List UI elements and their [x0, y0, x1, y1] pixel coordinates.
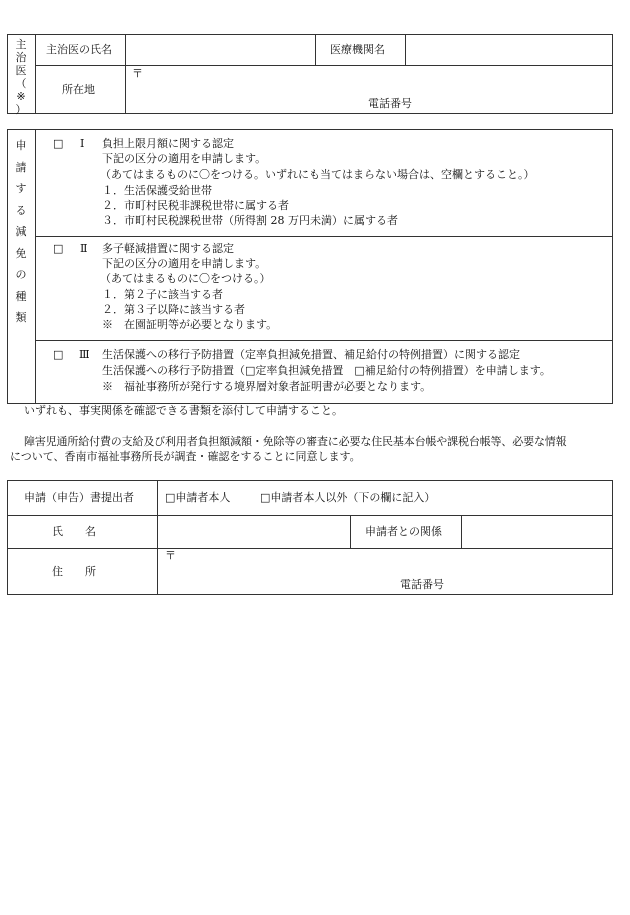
submitter-divider [461, 515, 462, 548]
submitter-name-label: 氏 名 [52, 525, 96, 538]
section1-line: 下記の区分の適用を申請します。 [102, 152, 267, 165]
doctor-address-field[interactable] [127, 80, 611, 112]
doctor-divider [35, 65, 613, 66]
attachment-note: いずれも、事実関係を確認できる書類を添付して申請すること。 [24, 404, 343, 417]
doctor-divider [405, 34, 406, 65]
section2-option[interactable]: １．第２子に該当する者 [102, 288, 223, 301]
submitter-divider [7, 548, 613, 549]
doctor-vertical-label: 主 治 医 （ ※ ） [15, 38, 27, 116]
section1-title: 負担上限月額に関する認定 [102, 137, 234, 150]
institution-label: 医療機関名 [330, 43, 385, 56]
doctor-postal-mark: 〒 [132, 67, 143, 80]
institution-field[interactable] [407, 36, 611, 63]
submitter-divider [7, 515, 613, 516]
section2-title: 多子軽減措置に関する認定 [102, 242, 234, 255]
section2-line: 下記の区分の適用を申請します。 [102, 257, 267, 270]
section1-numeral: Ⅰ [80, 137, 85, 150]
section1-checkbox[interactable]: □ [53, 137, 64, 150]
doctor-phone-label: 電話番号 [368, 97, 412, 110]
section3-line[interactable]: 生活保護への移行予防措置（□定率負担減免措置 □補足給付の特例措置）を申請します。 [102, 364, 551, 377]
section1-option[interactable]: １．生活保護受給世帯 [102, 184, 212, 197]
submitter-relation-field[interactable] [463, 517, 611, 546]
section3-title: 生活保護への移行予防措置（定率負担減免措置、補足給付の特例措置）に関する認定 [102, 348, 520, 361]
submitter-option-self[interactable]: □申請者本人 [165, 491, 231, 504]
doctor-name-label: 主治医の氏名 [46, 43, 112, 56]
section1-line: （あてはまるものに〇をつける。いずれにも当てはまらない場合は、空欄とすること。） [100, 168, 535, 181]
section2-note: ※ 在園証明等が必要となります。 [102, 318, 278, 331]
submitter-name-field[interactable] [159, 517, 348, 546]
doctor-divider [35, 34, 36, 114]
reduction-divider [35, 129, 36, 404]
section2-numeral: Ⅱ [80, 242, 88, 255]
doctor-divider [315, 34, 316, 65]
reduction-divider [35, 236, 613, 237]
section2-checkbox[interactable]: □ [53, 242, 64, 255]
consent-text-line1: 障害児通所給付費の支給及び利用者負担額減額・免除等の審査に必要な住民基本台帳や課税台帳等、必要な情報 [24, 435, 567, 448]
section2-line: （あてはまるものに〇をつける。） [100, 272, 271, 285]
submitter-address-field[interactable] [159, 562, 611, 593]
section3-checkbox[interactable]: □ [53, 348, 64, 361]
submitter-phone-label: 電話番号 [400, 578, 444, 591]
section3-note: ※ 福祉事務所が発行する境界層対象者証明書が必要となります。 [102, 380, 432, 393]
section1-option[interactable]: ３．市町村民税課税世帯（所得割 28 万円未満）に属する者 [102, 214, 398, 227]
submitter-option-other[interactable]: □申請者本人以外（下の欄に記入） [260, 491, 436, 504]
doctor-name-field[interactable] [127, 36, 313, 63]
doctor-divider [125, 34, 126, 114]
doctor-address-label: 所在地 [62, 83, 95, 96]
section2-option[interactable]: ２．第３子以降に該当する者 [102, 303, 245, 316]
consent-text-line2: について、香南市福祉事務所長が調査・確認をすることに同意します。 [10, 450, 361, 463]
section3-numeral: Ⅲ [79, 348, 90, 361]
submitter-divider [350, 515, 351, 548]
submitter-divider [157, 480, 158, 595]
section1-option[interactable]: ２．市町村民税非課税世帯に属する者 [102, 199, 289, 212]
submitter-relation-label: 申請者との関係 [365, 525, 442, 538]
reduction-divider [35, 340, 613, 341]
reduction-vertical-label: 申 請 す る 減 免 の 種 類 [15, 139, 27, 324]
submitter-postal-mark: 〒 [165, 549, 176, 562]
submitter-address-label: 住 所 [52, 565, 96, 578]
submitter-header-label: 申請（申告）書提出者 [24, 491, 134, 504]
